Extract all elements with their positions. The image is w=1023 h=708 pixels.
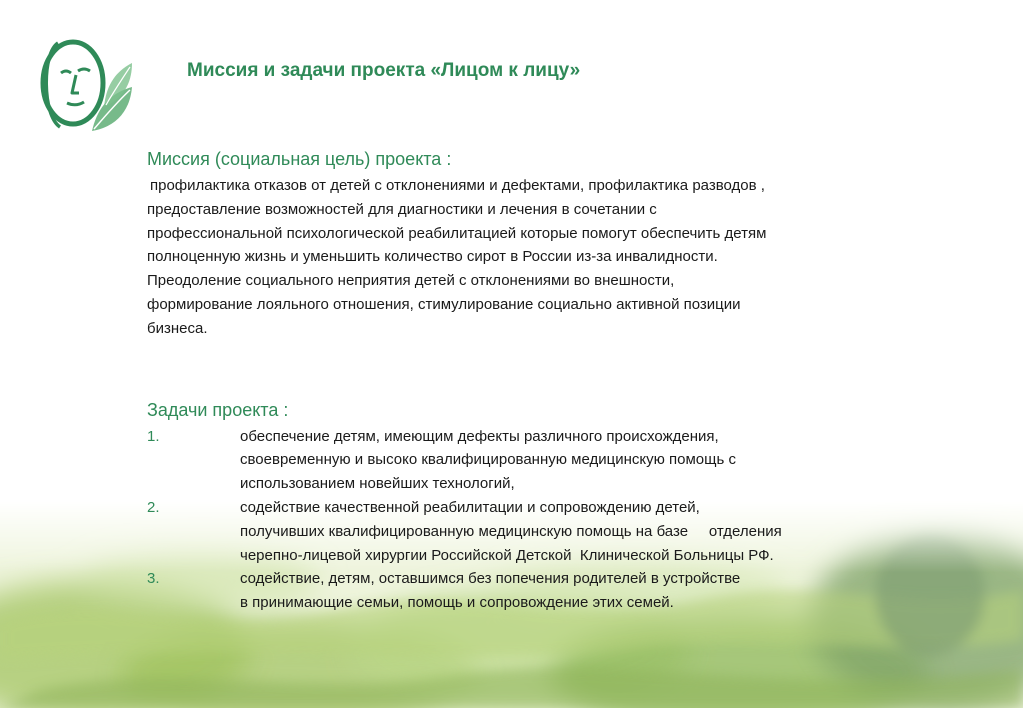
slide-title: Миссия и задачи проекта «Лицом к лицу»: [187, 60, 581, 81]
mission-line: формирование лояльного отношения, стимулирование социально активной позиции: [147, 295, 741, 313]
tasks-list: [147, 425, 907, 615]
task-line: содействие качественной реабилитации и сопровождению детей,: [240, 498, 700, 516]
task-line: своевременную и высоко квалифицированную медицинскую помощь с: [240, 451, 736, 469]
task-line: черепно-лицевой хирургии Российской Детской Клинической Больницы РФ.: [240, 546, 774, 564]
mission-line: предоставление возможностей для диагностики и лечения в сочетании с: [147, 200, 657, 218]
task-number: 2.: [147, 498, 160, 516]
mission-line: бизнеса.: [147, 319, 208, 337]
task-number: 1.: [147, 427, 160, 445]
task-line: использованием новейших технологий,: [240, 475, 515, 493]
tasks-heading: Задачи проекта :: [147, 399, 289, 420]
task-line: в принимающие семьи, помощь и сопровождение этих семей.: [240, 594, 674, 612]
mission-line: профессиональной психологической реабилитацией которые помогут обеспечить детям: [147, 224, 767, 242]
mission-line: Преодоление социального неприятия детей с отклонениями во внешности,: [147, 272, 675, 290]
task-number: 3.: [147, 570, 160, 588]
task-item: [147, 496, 907, 567]
mission-heading: Миссия (социальная цель) проекта :: [147, 149, 452, 169]
mission-text: [147, 174, 907, 341]
slide-content: [147, 148, 907, 615]
mission-line: профилактика отказов от детей с отклонениями и дефектами, профилактика разводов ,: [150, 177, 765, 194]
task-text: [240, 425, 907, 496]
task-item: [147, 425, 907, 496]
task-line: получивших квалифицированную медицинскую помощь на базе отделения: [240, 522, 782, 540]
task-item: [147, 567, 907, 615]
mission-line: полноценную жизнь и уменьшить количество сирот в России из-за инвалидности.: [147, 248, 718, 266]
task-line: обеспечение детям, имеющим дефекты различного происхождения,: [240, 427, 719, 445]
task-text: [240, 567, 907, 615]
task-text: [240, 496, 907, 567]
face-leaf-logo-icon: [28, 35, 136, 135]
task-line: содействие, детям, оставшимся без попечения родителей в устройстве: [240, 570, 741, 588]
